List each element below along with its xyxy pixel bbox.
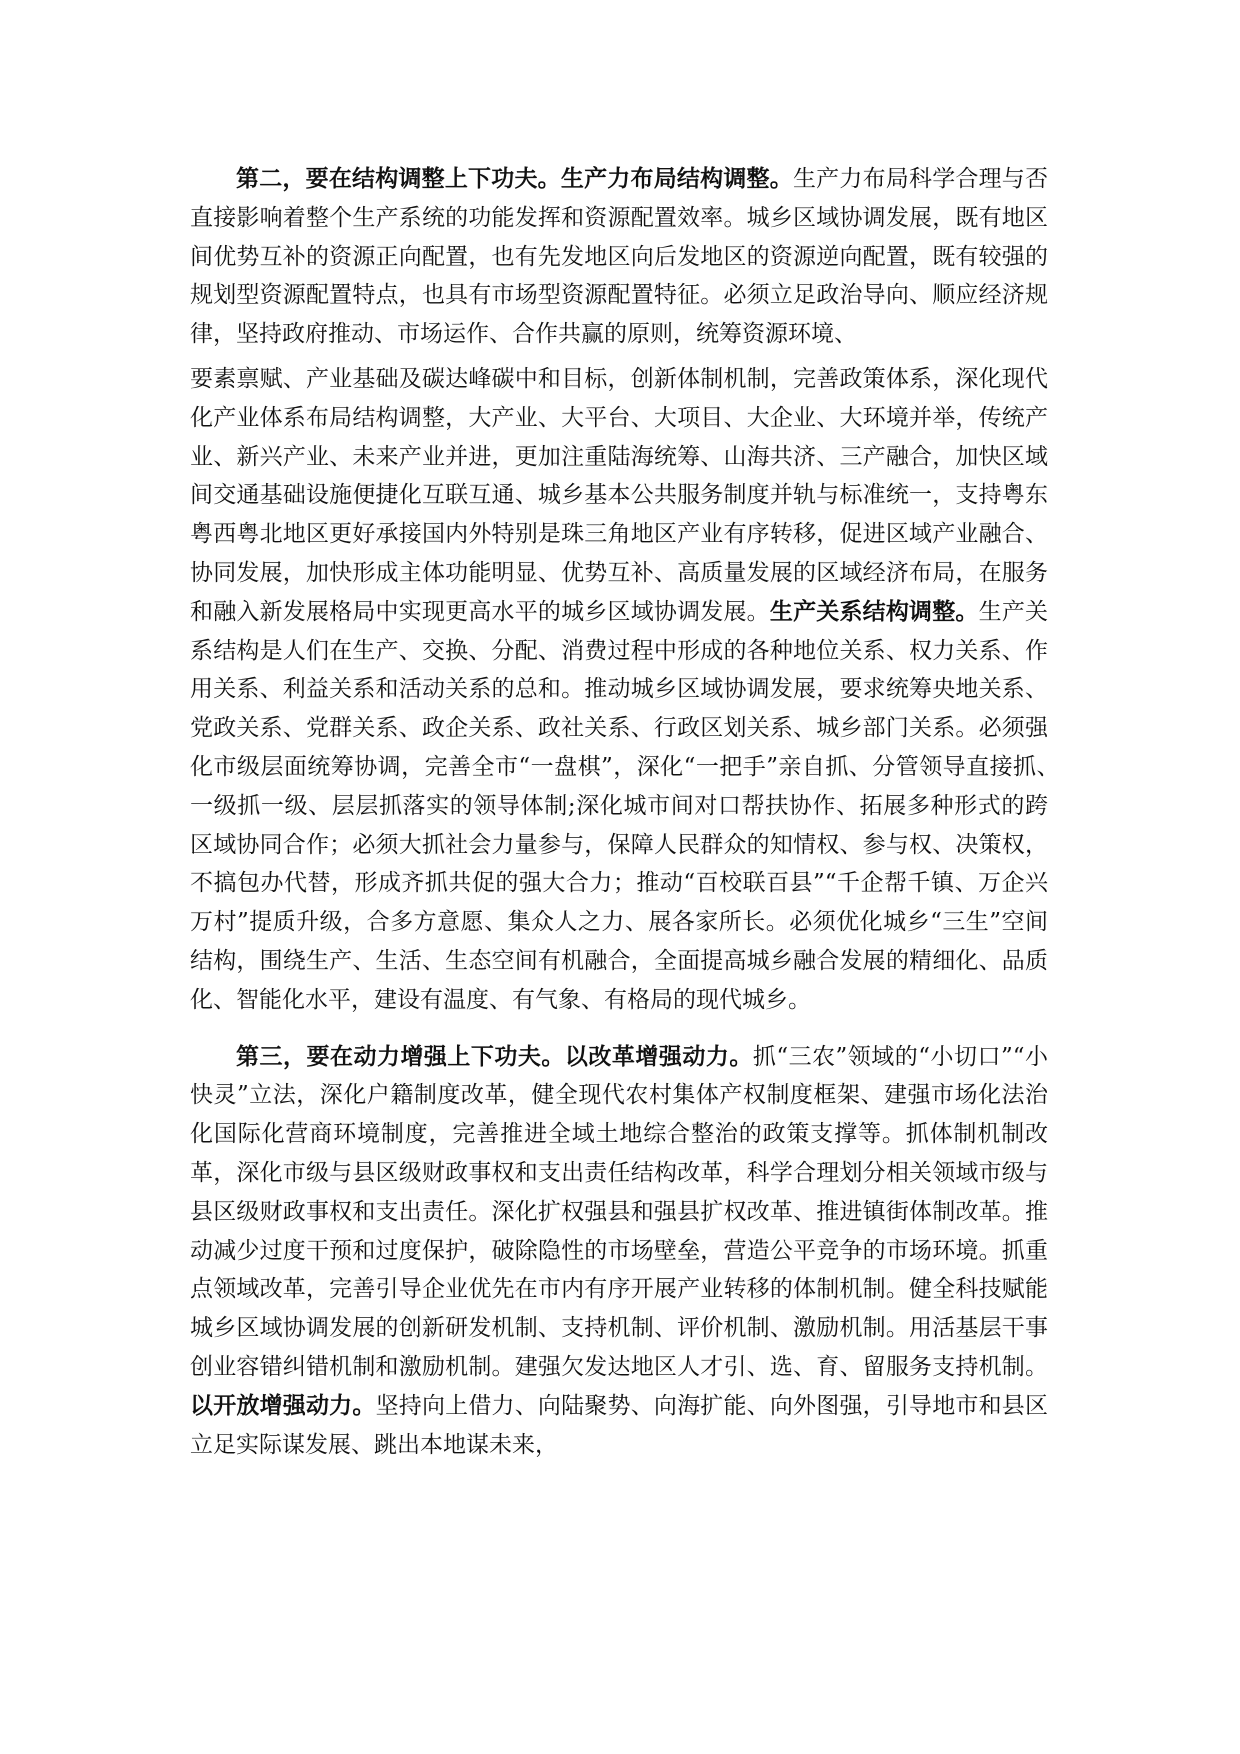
- paragraph-text: 抓“三农”领域的“小切口”“小快灵”立法，深化户籍制度改革，健全现代农村集体产权制度框架、建强市场化法治化国际化营商环境制度，完善推进全域土地综合整治的政策支撑等。抓体制机制改革，深化市级与县区级财政事权和支出责任结构改革，科学合理划分相关领域市级与县区级财政事权和支出责任。深化扩权强县和强县扩权改革、推进镇街体制改革。推动减少过度干预和过度保护，破除隐性的市场壁垒，营造公平竞争的市场环境。抓重点领域改革，完善引导企业优先在市内有序开展产业转移的体制机制。健全科技赋能城乡区域协调发展的创新研发机制、支持机制、评价机制、激励机制。用活基层干事创业容错纠错机制和激励机制。建强欠发达地区人才引、选、育、留服务支持机制。: [190, 1043, 1049, 1380]
- paragraph-text: 要素禀赋、产业基础及碳达峰碳中和目标，创新体制机制，完善政策体系，深化现代化产业体系布局结构调整，大产业、大平台、大项目、大企业、大环境并举，传统产业、新兴产业、未来产业并进，更加注重陆海统筹、山海共济、三产融合，加快区域间交通基础设施便捷化互联互通、城乡基本公共服务制度并轨与标准统一，支持粤东粤西粤北地区更好承接国内外特别是珠三角地区产业有序转移，促进区域产业融合、协同发展，加快形成主体功能明显、优势互补、高质量发展的区域经济布局，在服务和融入新发展格局中实现更高水平的城乡区域协调发展。: [190, 365, 1048, 625]
- heading-relations-adjustment: 生产关系结构调整。: [769, 597, 979, 625]
- paragraph-structure-adjustment: [190, 160, 1048, 354]
- document-body: [190, 160, 1071, 1464]
- heading-momentum: 第三，要在动力增强上下功夫。以改革增强动力。: [236, 1042, 753, 1070]
- heading-structure-adjustment: 第二，要在结构调整上下功夫。生产力布局结构调整。: [236, 165, 793, 192]
- paragraph-text: 坚持向上借力、向陆聚势、向海扩能、向外图强，引导地市和县区立足实际谋发展、跳出本地谋未来，: [190, 1392, 1049, 1458]
- paragraph-momentum: [190, 1038, 1048, 1465]
- paragraph-text: 生产力布局科学合理与否直接影响着整个生产系统的功能发挥和资源配置效率。城乡区域协调发展，既有地区间优势互补的资源正向配置，也有先发地区向后发地区的资源逆向配置，既有较强的规划型资源配置特点，也具有市场型资源配置特征。必须立足政治导向、顺应经济规律，坚持政府推动、市场运作、合作共赢的原则，统筹资源环境、: [190, 166, 1049, 348]
- heading-opening-up: 以开放增强动力。: [190, 1391, 376, 1419]
- paragraph-relations-adjustment: [190, 360, 1071, 1020]
- paragraph-text: 生产关系结构是人们在生产、交换、分配、消费过程中形成的各种地位关系、权力关系、作用关系、利益关系和活动关系的总和。推动城乡区域协调发展，要求统筹央地关系、党政关系、党群关系、政企关系、政社关系、行政区划关系、城乡部门关系。必须强化市级层面统筹协调，完善全市“一盘棋”，深化“一把手”亲自抓、分管领导直接抓、 一级抓一级、层层抓落实的领导体制;深化城市间对口帮扶协作、拓展多种形式的跨区域协同合作；必须大抓社会力量参与，保障人民群众的知情权、参与权、决策权，不搞包办代替，形成齐抓共促的强大合力；推动“百校联百县”“千企帮千镇、万企兴万村”提质升级，合多方意愿、集众人之力、展各家所长。必须优化城乡“三生”空间结构，围绕生产、生活、生态空间有机融合，全面提高城乡融合发展的精细化、品质化、智能化水平，建设有温度、有气象、有格局的现代城乡。: [190, 598, 1071, 1013]
